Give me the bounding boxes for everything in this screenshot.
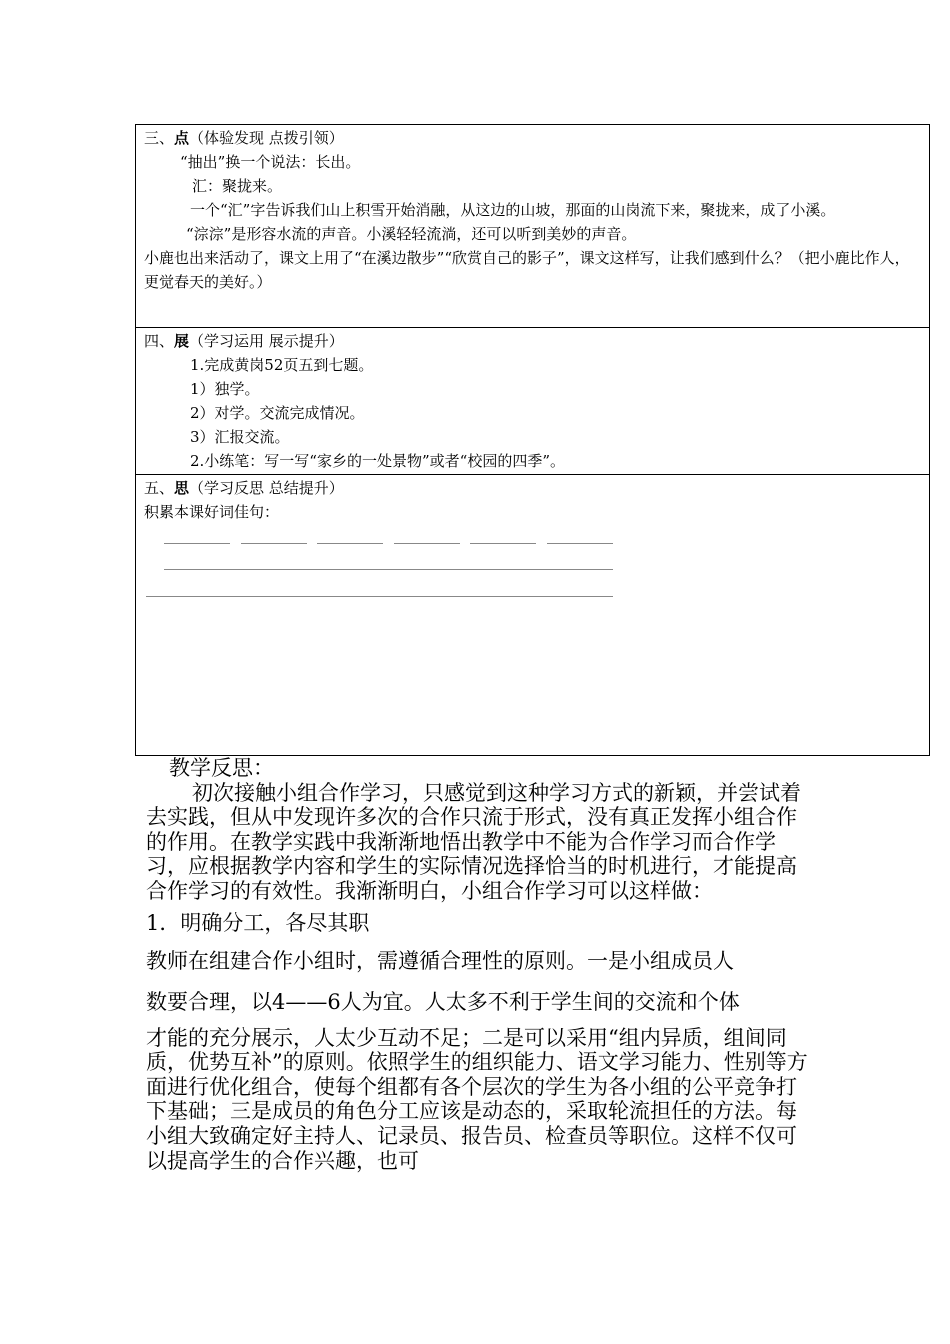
reflection-title: 教学反思：: [169, 756, 274, 780]
section-5-key: 思: [174, 479, 190, 497]
section-3-line: 一个“汇”字告诉我们山上积雪开始消融，从这边的山坡，那面的山岗流下来，聚拢来，成了小溪。: [190, 201, 836, 219]
section-3-cell: [136, 125, 929, 328]
section-4-heading: 四、展（学习运用 展示提升）: [144, 332, 344, 350]
blank-line: [394, 543, 460, 544]
reflection-heading: 1．明确分工，各尽其职: [146, 910, 370, 935]
section-3-line: “淙淙”是形容水流的声音。小溪轻轻流淌，还可以听到美妙的声音。: [186, 225, 637, 243]
blank-line: [241, 543, 307, 544]
blank-line: [164, 569, 613, 570]
section-4-line: 3）汇报交流。: [190, 428, 290, 446]
reflection-paragraph: 初次接触小组合作学习，只感觉到这种学习方式的新颖，并尝试着去实践，但从中发现许多次的合作只流于形式，没有真正发挥小组合作的作用。在教学实践中我渐渐地悟出教学中不能为合作学习而合作学习，应根据教学内容和学生的实际情况选择恰当的时机进行，才能提高合作学习的有效性。我渐渐明白，小组合作学习可以这样做：: [146, 780, 801, 903]
section-5-cell: [136, 475, 929, 755]
section-4-cell: [136, 328, 929, 475]
blank-line: [470, 543, 536, 544]
blank-line: [164, 543, 230, 544]
section-4-line: 1）独学。: [190, 380, 260, 398]
lesson-table: [135, 124, 930, 756]
blank-line: [547, 543, 613, 544]
teaching-reflection: [146, 756, 812, 1173]
section-3-line: 汇：聚拢来。: [192, 177, 283, 195]
blank-line: [146, 596, 613, 597]
section-4-line: 2）对学。交流完成情况。: [190, 404, 365, 422]
section-4-line: 1.完成黄岗52页五到七题。: [190, 356, 374, 374]
section-3-line: “抽出”换一个说法：长出。: [180, 153, 361, 171]
section-3-key: 点: [174, 129, 190, 147]
section-5-heading: 五、思（学习反思 总结提升）: [144, 479, 344, 497]
reflection-paragraph: 才能的充分展示，人太少互动不足；二是可以采用“组内异质，组间同质，优势互补”的原则。依照学生的组织能力、语文学习能力、性别等方面进行优化组合，使每个组都有各个层次的学生为各小组的公平竞争打下基础；三是成员的角色分工应该是动态的，采取轮流担任的方法。每小组大致确定好主持人、记录员、报告员、检查员等职位。这样不仅可以提高学生的合作兴趣，也可: [146, 1025, 808, 1173]
section-3-line: 小鹿也出来活动了，课文上用了“在溪边散步”“欣赏自己的影子”，课文这样写，让我们感到什么？（把小鹿比作人，更觉春天的美好。）: [144, 249, 910, 291]
section-5-line: 积累本课好词佳句：: [144, 503, 280, 521]
section-3-heading: 三、点（体验发现 点拨引领）: [144, 129, 344, 147]
blank-line: [317, 543, 383, 544]
section-4-line: 2.小练笔：写一写“家乡的一处景物”或者“校园的四季”。: [190, 452, 565, 470]
reflection-line: 数要合理，以4——6人为宜。人太多不利于学生间的交流和个体: [146, 989, 740, 1014]
reflection-line: 教师在组建合作小组时，需遵循合理性的原则。一是小组成员人: [146, 948, 734, 973]
section-4-key: 展: [174, 332, 190, 350]
